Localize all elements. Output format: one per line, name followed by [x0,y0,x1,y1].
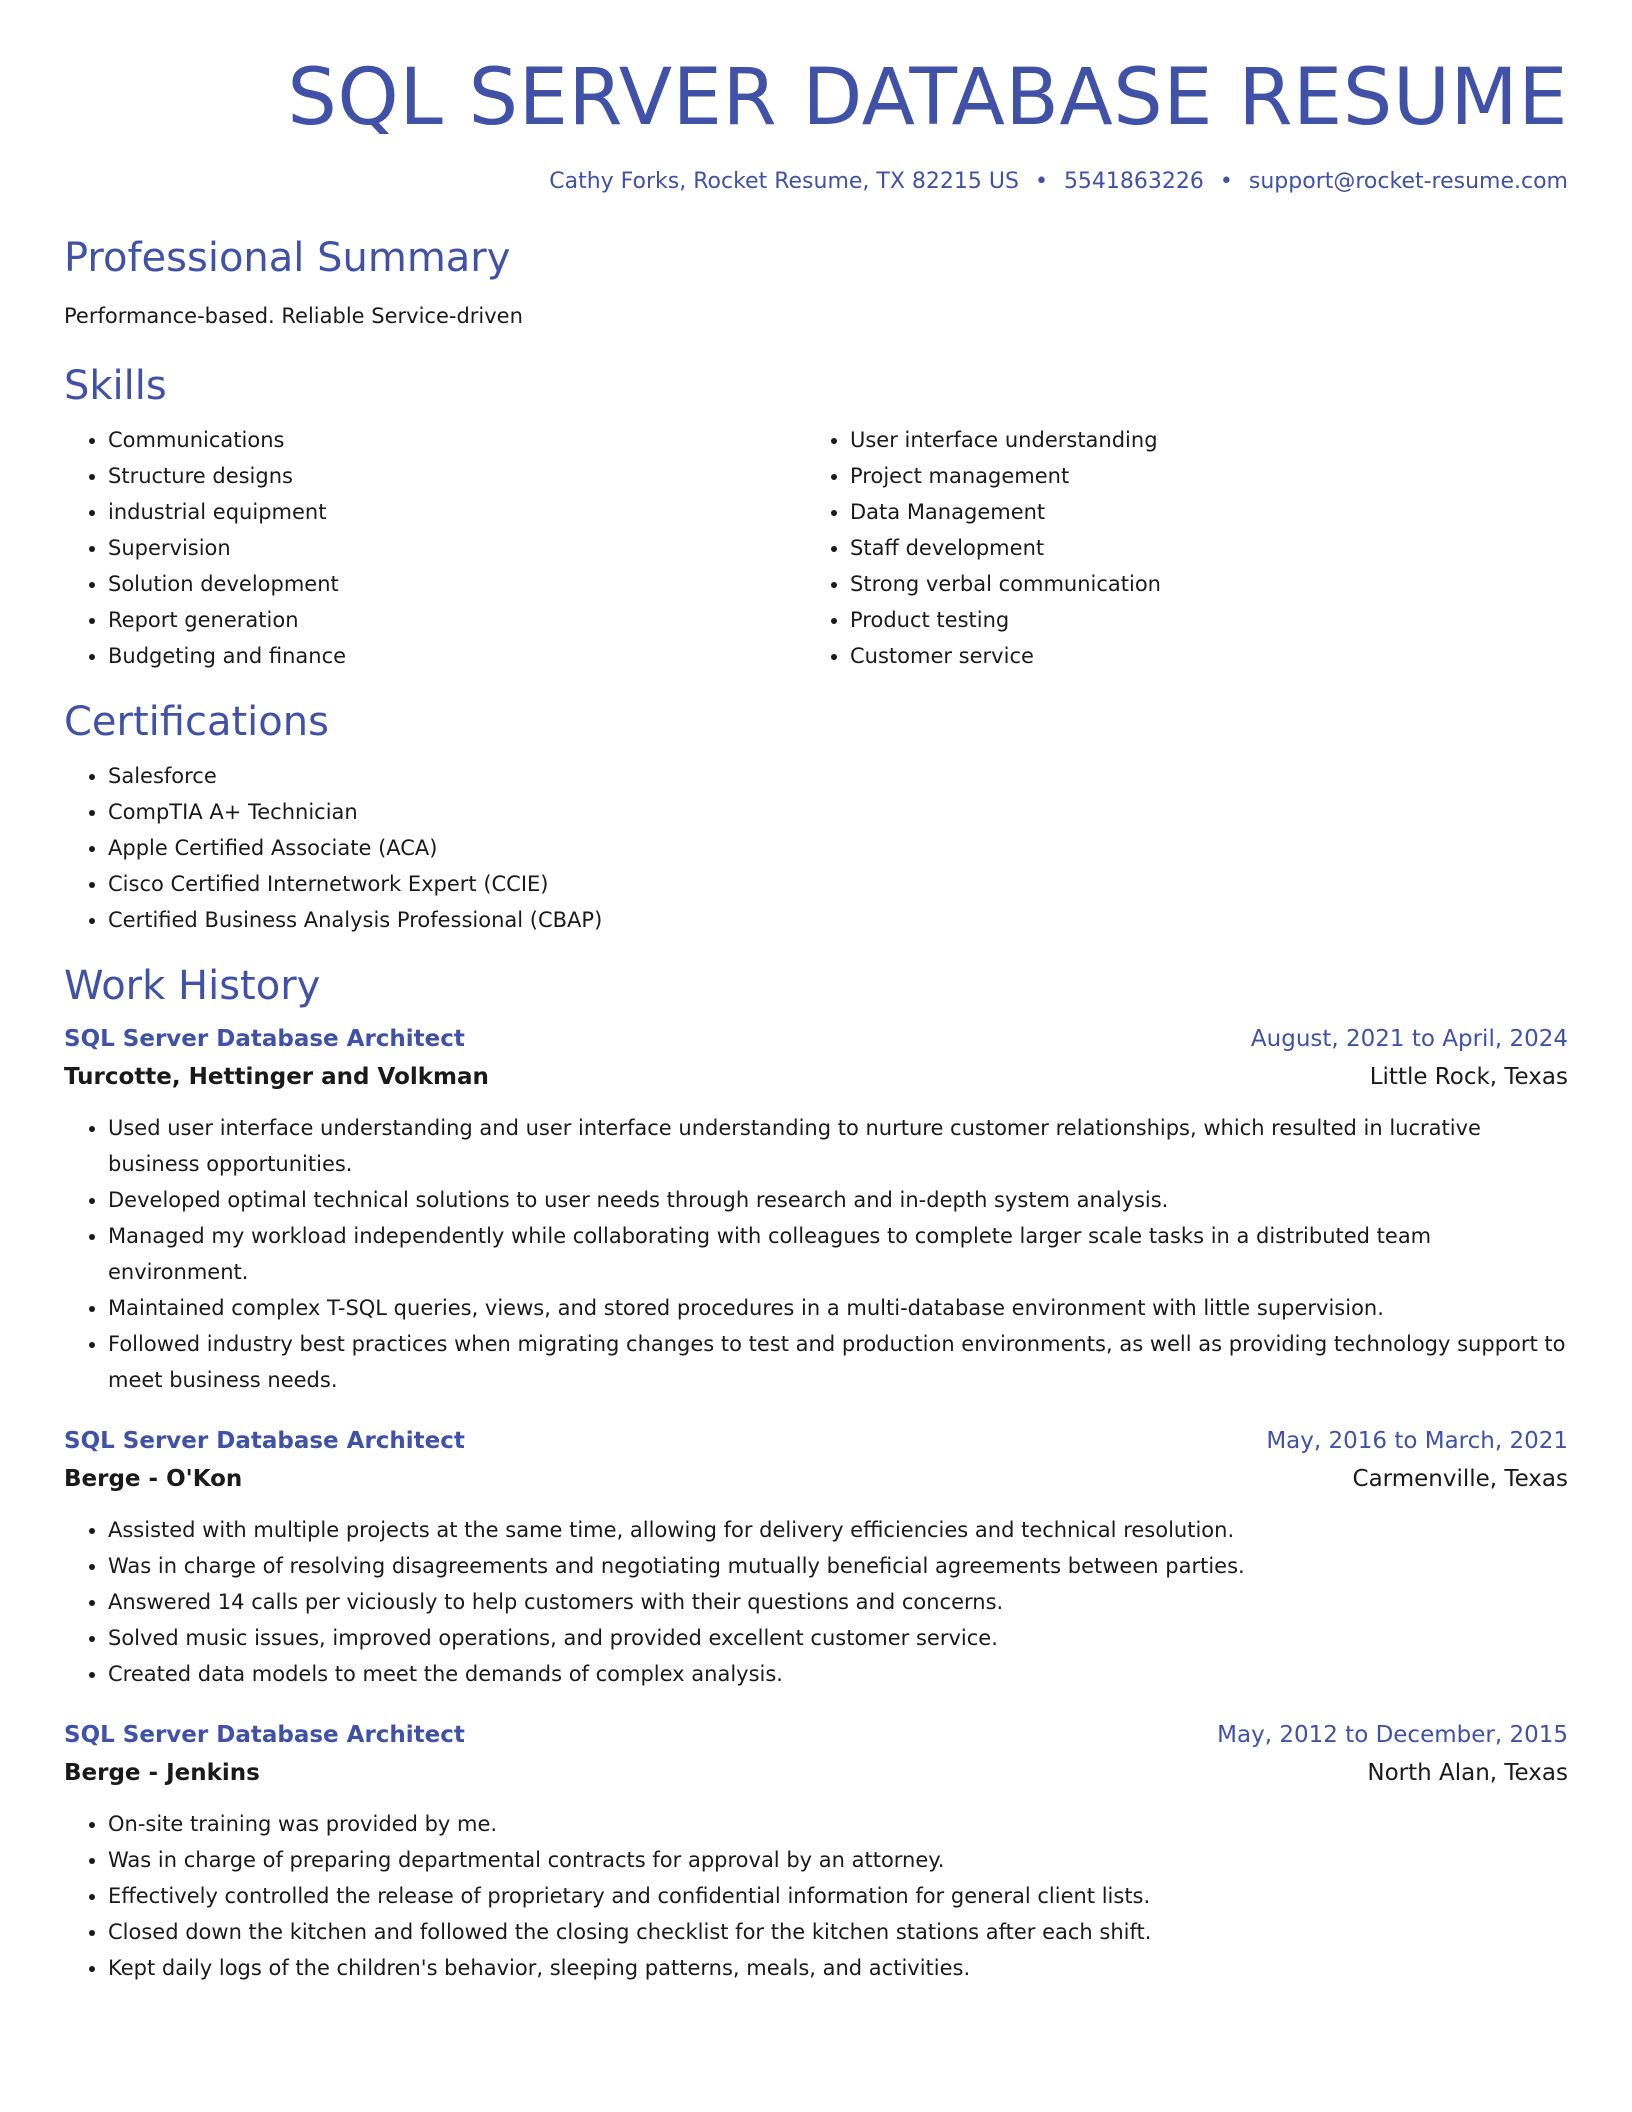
job-company: Turcotte, Hettinger and Volkman [64,1063,489,1090]
job-company: Berge - Jenkins [64,1759,260,1786]
job-company-row [64,1754,1568,1792]
certification-item: • Salesforce [108,758,1568,794]
skills-section [64,362,1568,674]
job-entry [64,1716,1568,1986]
skill-item: • Product testing [850,602,1548,638]
contact-line [64,168,1568,197]
job-bullet: • Was in charge of resolving disagreements and negotiating mutually beneficial agreements between parties. [108,1548,1568,1584]
contact-separator: • [1219,168,1233,194]
job-bullet: • Solved music issues, improved operations, and provided excellent customer service. [108,1620,1568,1656]
job-bullets [64,1512,1568,1692]
certifications-heading: Certifications [64,698,329,745]
skill-item: • Customer service [850,638,1548,674]
job-title-row [64,1716,1568,1754]
resume-header [64,52,1568,196]
job-location: Carmenville, Texas [1352,1465,1568,1492]
job-company-row [64,1058,1568,1096]
skill-item: • User interface understanding [850,422,1548,458]
job-bullet: • Effectively controlled the release of proprietary and confidential information for general client lists. [108,1878,1568,1914]
job-bullet: • Kept daily logs of the children's behavior, sleeping patterns, meals, and activities. [108,1950,1568,1986]
skills-column-right [806,422,1548,674]
job-location: North Alan, Texas [1367,1759,1568,1786]
certifications-list [64,758,1568,938]
work-history-heading: Work History [64,962,321,1009]
job-bullet: • Assisted with multiple projects at the same time, allowing for delivery efficiencies and technical resolution. [108,1512,1568,1548]
summary-section [64,234,1568,331]
job-dates: May, 2012 to December, 2015 [1217,1721,1568,1748]
job-entry [64,1020,1568,1398]
job-bullets [64,1806,1568,1986]
skills-heading: Skills [64,362,167,409]
job-bullet: • Was in charge of preparing departmental contracts for approval by an attorney. [108,1842,1568,1878]
job-title: SQL Server Database Architect [64,1427,465,1454]
skills-grid [64,422,1568,674]
job-location: Little Rock, Texas [1369,1063,1568,1090]
job-entry [64,1422,1568,1692]
contact-email: support@rocket-resume.com [1248,168,1568,194]
work-history-section [64,962,1568,1986]
skills-column-left [64,422,806,674]
skill-item: • Report generation [108,602,806,638]
skill-item: • Strong verbal communication [850,566,1548,602]
skill-item: • Structure designs [108,458,806,494]
certifications-section [64,698,1568,938]
job-bullet: • Closed down the kitchen and followed the closing checklist for the kitchen stations after each shift. [108,1914,1568,1950]
skill-item: • Supervision [108,530,806,566]
job-company-row [64,1460,1568,1498]
job-title-row [64,1422,1568,1460]
job-bullet: • Used user interface understanding and user interface understanding to nurture customer relationships, which resulted in lucrative business opportunities. [108,1110,1568,1182]
contact-address: Cathy Forks, Rocket Resume, TX 82215 US [549,168,1019,194]
job-bullet: • Created data models to meet the demands of complex analysis. [108,1656,1568,1692]
job-bullet: • Developed optimal technical solutions to user needs through research and in-depth system analysis. [108,1182,1568,1218]
certification-item: • Certified Business Analysis Professional (CBAP) [108,902,1568,938]
job-bullet: • Managed my workload independently while collaborating with colleagues to complete larger scale tasks in a distributed team environment. [108,1218,1568,1290]
contact-separator: • [1034,168,1048,194]
contact-phone: 5541863226 [1063,168,1204,194]
summary-heading: Professional Summary [64,235,511,282]
job-dates: May, 2016 to March, 2021 [1266,1427,1568,1454]
job-title: SQL Server Database Architect [64,1721,465,1748]
job-bullet: • Followed industry best practices when migrating changes to test and production environments, as well as providing technology support to meet business needs. [108,1326,1568,1398]
certification-item: • Apple Certified Associate (ACA) [108,830,1568,866]
job-company: Berge - O'Kon [64,1465,243,1492]
job-bullet: • On-site training was provided by me. [108,1806,1568,1842]
skill-item: • Communications [108,422,806,458]
job-bullet: • Maintained complex T-SQL queries, views, and stored procedures in a multi-database environment with little supervision. [108,1290,1568,1326]
job-bullets [64,1110,1568,1398]
skill-item: • Budgeting and finance [108,638,806,674]
page-title: SQL SERVER DATABASE RESUME [287,53,1568,143]
job-title-row [64,1020,1568,1058]
skill-item: • Data Management [850,494,1548,530]
certification-item: • Cisco Certified Internetwork Expert (CCIE) [108,866,1568,902]
certification-item: • CompTIA A+ Technician [108,794,1568,830]
skill-item: • Staff development [850,530,1548,566]
skill-item: • Solution development [108,566,806,602]
skill-item: • Project management [850,458,1548,494]
job-dates: August, 2021 to April, 2024 [1250,1025,1568,1052]
summary-text: Performance-based. Reliable Service-driven [64,304,523,329]
skill-item: • industrial equipment [108,494,806,530]
job-bullet: • Answered 14 calls per viciously to help customers with their questions and concerns. [108,1584,1568,1620]
job-title: SQL Server Database Architect [64,1025,465,1052]
